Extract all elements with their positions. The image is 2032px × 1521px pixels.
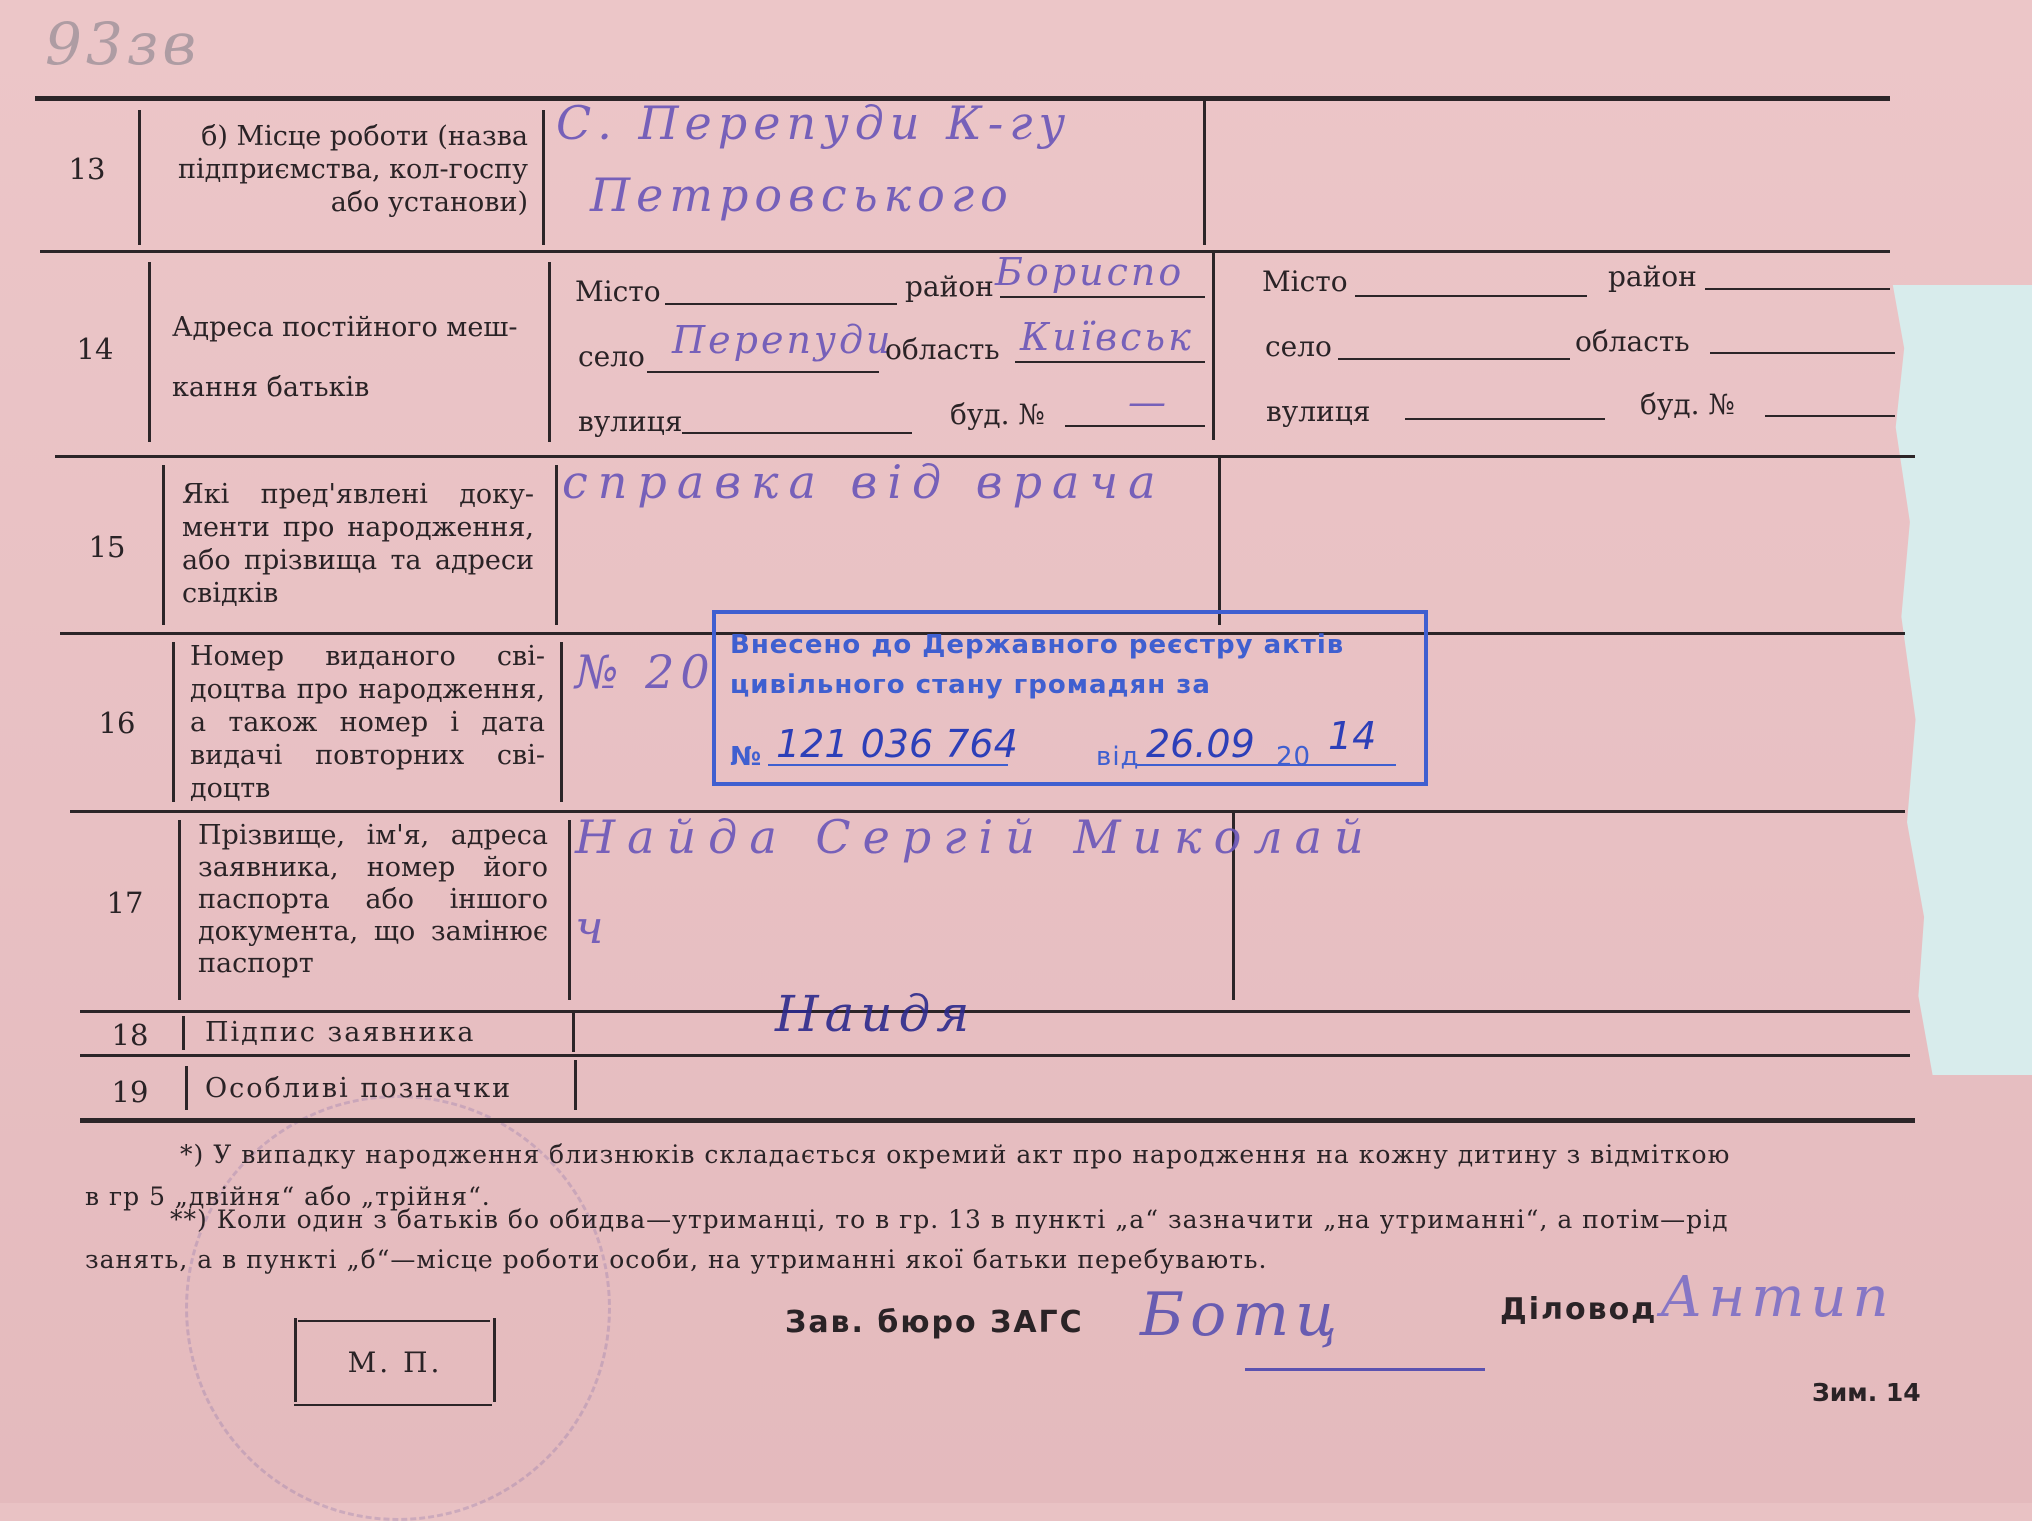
rule-18 bbox=[80, 1054, 1910, 1057]
vrule-14c bbox=[1212, 250, 1215, 440]
vrule-15c bbox=[1218, 455, 1221, 625]
stamp-year-prefix: 20 bbox=[1276, 742, 1312, 772]
row-number: 16 bbox=[98, 706, 136, 740]
applicant-signature: Наидя bbox=[775, 985, 976, 1043]
vrule-13a bbox=[138, 110, 141, 245]
vrule-17a bbox=[178, 820, 181, 1000]
row-number: 19 bbox=[111, 1075, 149, 1109]
stamp-no-label: № bbox=[730, 742, 763, 772]
vrule-16a bbox=[172, 642, 175, 802]
clerk-label: Діловод bbox=[1500, 1292, 1658, 1327]
village-blank-2 bbox=[1338, 358, 1570, 360]
stamp-date-value: 26.09 bbox=[1146, 722, 1255, 766]
district-label-2: район bbox=[1608, 260, 1697, 293]
district-label: район bbox=[905, 270, 994, 303]
handwriting-applicant-name: Найда Сергій Миколай bbox=[575, 810, 1376, 864]
vrule-17b bbox=[568, 820, 571, 1000]
village-blank bbox=[647, 371, 879, 373]
stamp-year-value: 14 bbox=[1328, 714, 1377, 758]
vrule-19b bbox=[574, 1060, 577, 1110]
vrule-16b bbox=[560, 642, 563, 802]
vrule-13b bbox=[542, 110, 545, 245]
registry-stamp bbox=[712, 610, 1428, 786]
row-label: б) Місце роботи (назва підприємства, кол-госпу або установи) bbox=[178, 121, 528, 218]
stamp-no-value: 121 036 764 bbox=[776, 722, 1018, 766]
vrule-18b bbox=[572, 1012, 575, 1052]
handwriting-cert-number: № 20 bbox=[575, 645, 716, 699]
region-label: область bbox=[885, 333, 1000, 366]
street-label-2: вулиця bbox=[1266, 395, 1371, 428]
head-label: Зав. бюро ЗАГС bbox=[785, 1305, 1084, 1340]
village-label-2: село bbox=[1265, 330, 1332, 363]
form-code: Зим. 14 bbox=[1812, 1378, 1921, 1407]
handwriting-applicant-extra: ч bbox=[575, 900, 610, 954]
vrule-13c bbox=[1203, 100, 1206, 245]
row-label: Номер виданого сві-доцтва про народження, а також номер і дата видачі повторних сві-доцтв bbox=[190, 641, 545, 804]
row-label: Особливі позначки bbox=[205, 1073, 513, 1104]
street-blank-2 bbox=[1405, 418, 1605, 420]
row-number: 15 bbox=[88, 530, 126, 564]
city-label: Місто bbox=[575, 275, 661, 308]
house-label-2: буд. № bbox=[1640, 388, 1735, 421]
footnote-2-cont: занять, а в пункті „б“—місце роботи особи, на утриманні якої батьки перебувають. bbox=[85, 1245, 1268, 1274]
row-number: 18 bbox=[111, 1018, 149, 1052]
handwriting-district: Бориспо bbox=[995, 250, 1185, 294]
row-label: Прізвище, ім'я, адреса заявника, номер його паспорта або іншого документа, що замінює паспорт bbox=[198, 820, 548, 979]
rule-17 bbox=[80, 1010, 1910, 1013]
handwriting-workplace-1: С. Перепуди К-гу bbox=[556, 96, 1072, 150]
vrule-18a bbox=[182, 1016, 185, 1050]
seal-box bbox=[294, 1318, 496, 1402]
village-label: село bbox=[578, 340, 645, 373]
region-label-2: область bbox=[1575, 325, 1690, 358]
house-label: буд. № bbox=[950, 398, 1045, 431]
region-blank-2 bbox=[1710, 352, 1895, 354]
row-label: Адреса постійного меш-кання батьків bbox=[172, 312, 518, 403]
handwriting-village: Перепуди bbox=[672, 318, 894, 362]
vrule-15b bbox=[555, 465, 558, 625]
district-blank bbox=[1000, 296, 1205, 298]
row-label: Які пред'явлені доку-менти про народження, або прізвища та адреси свідків bbox=[182, 479, 534, 609]
stamp-line-1: Внесено до Державного реєстру актів bbox=[730, 630, 1345, 660]
row-number: 17 bbox=[106, 886, 144, 920]
handwriting-workplace-2: Петровського bbox=[590, 168, 1014, 222]
region-blank bbox=[1015, 361, 1205, 363]
seal-line-bottom bbox=[294, 1404, 492, 1406]
stamp-year-underline bbox=[1316, 764, 1396, 766]
city-blank-2 bbox=[1355, 295, 1587, 297]
vrule-14b bbox=[548, 262, 551, 442]
footnote-1-cont: в гр 5 „двійня“ або „трійня“. bbox=[85, 1182, 491, 1211]
seal-label: М. П. bbox=[347, 1346, 443, 1379]
row-label: Підпис заявника bbox=[205, 1017, 476, 1048]
handwriting-region: Київськ bbox=[1020, 315, 1194, 359]
vrule-14a bbox=[148, 262, 151, 442]
stamp-line-2: цивільного стану громадян за bbox=[730, 670, 1211, 700]
rule-19 bbox=[80, 1118, 1915, 1123]
vrule-15a bbox=[162, 465, 165, 625]
stamp-date-label: від bbox=[1096, 742, 1140, 772]
footnote-1: *) У випадку народження близнюків складається окремий акт про народження на кожну дитину з відміткою bbox=[180, 1140, 1731, 1169]
rule-13 bbox=[40, 250, 1890, 253]
handwriting-documents: справка від врача bbox=[562, 455, 1166, 509]
row-number: 14 bbox=[76, 332, 114, 366]
clerk-signature: Антип bbox=[1660, 1265, 1895, 1330]
head-signature: Ботц bbox=[1140, 1280, 1343, 1350]
vrule-19a bbox=[185, 1066, 188, 1110]
head-signature-stroke bbox=[1245, 1368, 1485, 1371]
house-blank-2 bbox=[1765, 415, 1895, 417]
street-blank bbox=[682, 432, 912, 434]
city-label-2: Місто bbox=[1262, 265, 1348, 298]
row-number: 13 bbox=[68, 152, 106, 186]
district-blank-2 bbox=[1705, 288, 1890, 290]
handwriting-house: — bbox=[1128, 380, 1169, 424]
city-blank bbox=[665, 303, 897, 305]
archive-mark: 93зв bbox=[45, 10, 201, 78]
street-label: вулиця bbox=[578, 405, 683, 438]
house-blank bbox=[1065, 425, 1205, 427]
footnote-2: **) Коли один з батьків бо обидва—утриманці, то в гр. 13 в пункті „а“ зазначити „на утриманні“, а потім—рід bbox=[170, 1205, 1729, 1234]
